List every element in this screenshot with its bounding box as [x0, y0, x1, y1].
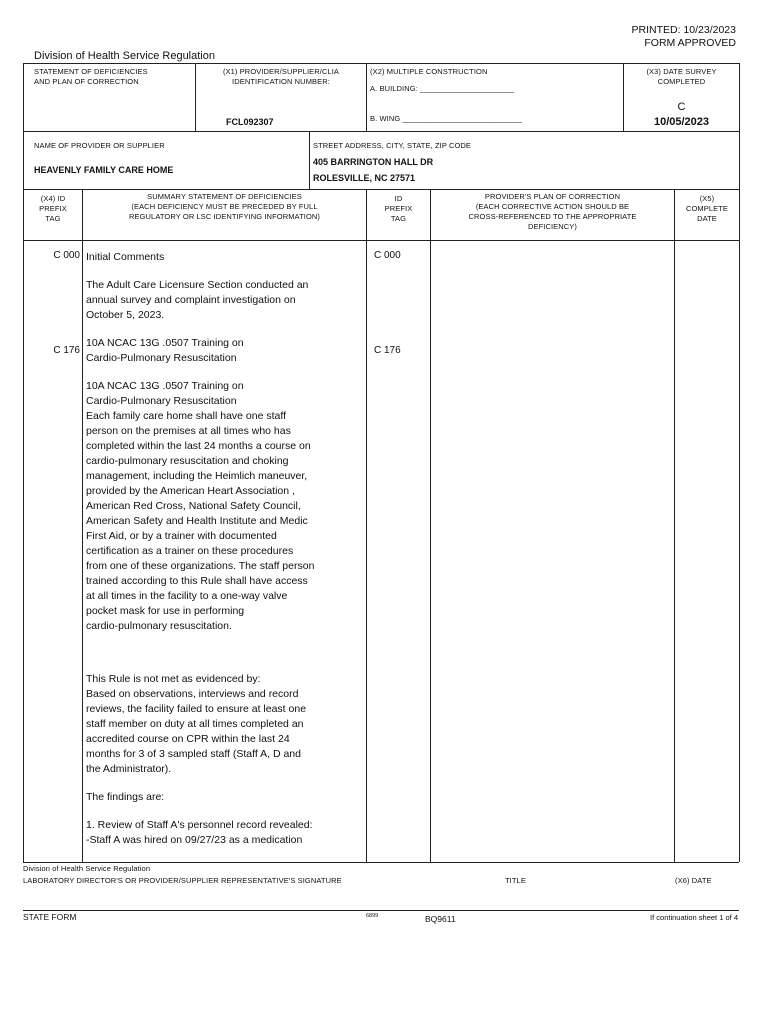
wing-label: B. WING ____________________________ [370, 114, 523, 123]
rule-title: 10A NCAC 13G .0507 Training on Cardio-Pulmonary Resuscitation [86, 337, 244, 364]
initial-comments-heading: Initial Comments [86, 251, 165, 263]
printed-date: PRINTED: 10/23/2023 [631, 24, 736, 36]
title-label: TITLE [505, 876, 526, 885]
x3-code: C [677, 101, 686, 113]
form-approved: FORM APPROVED [644, 37, 736, 49]
x2-label: (X2) MULTIPLE CONSTRUCTION [370, 67, 488, 76]
form-code: 6899 [366, 913, 379, 919]
x1-value: FCL092307 [226, 117, 274, 127]
x5-header: (X5) COMPLETE DATE [685, 194, 729, 223]
tag-c000-left: C 000 [53, 250, 80, 261]
summary-body [86, 250, 364, 861]
address-line1: 405 BARRINGTON HALL DR [313, 157, 434, 167]
tag-c176-right: C 176 [374, 345, 401, 356]
address-label: STREET ADDRESS, CITY, STATE, ZIP CODE [313, 141, 472, 150]
event-id: BQ9611 [425, 914, 456, 924]
footer-agency: Division of Health Service Regulation [23, 864, 151, 873]
x3-date: 10/05/2023 [653, 116, 710, 128]
finding-1: 1. Review of Staff A's personnel record revealed: -Staff A was hired on 09/27/23 as a medication [86, 819, 313, 846]
plan-header: PROVIDER'S PLAN OF CORRECTION (EACH CORRECTIVE ACTION SHOULD BE CROSS-REFERENCED TO THE APPROPRIATE DEFICIENCY) [468, 192, 637, 231]
provider-name-label: NAME OF PROVIDER OR SUPPLIER [34, 141, 165, 150]
tag-c176-left: C 176 [53, 345, 80, 356]
rule-not-met: This Rule is not met as evidenced by: Based on observations, interviews and record reviews, the facility failed to ensure at least one staff member on duty at all times completed an accredited course on CPR within the last 24 months for 3 of 3 sampled staff (Staff A, D and the Administrator). [86, 673, 307, 775]
findings-heading: The findings are: [86, 791, 165, 803]
tag-c000-right: C 000 [374, 250, 401, 261]
signature-label: LABORATORY DIRECTOR'S OR PROVIDER/SUPPLIER REPRESENTATIVE'S SIGNATURE [23, 876, 342, 885]
state-form-label: STATE FORM [23, 912, 77, 922]
x4-header: (X4) ID PREFIX TAG [39, 194, 67, 223]
statement-label: STATEMENT OF DEFICIENCIES AND PLAN OF CORRECTION [34, 67, 148, 86]
x3-label: (X3) DATE SURVEY COMPLETED [646, 67, 717, 86]
address-line2: ROLESVILLE, NC 27571 [313, 173, 416, 183]
building-label: A. BUILDING: ______________________ [370, 84, 515, 93]
agency-title: Division of Health Service Regulation [34, 50, 215, 62]
continuation-label: If continuation sheet 1 of 4 [650, 913, 738, 922]
provider-name: HEAVENLY FAMILY CARE HOME [34, 165, 174, 175]
summary-header: SUMMARY STATEMENT OF DEFICIENCIES (EACH DEFICIENCY MUST BE PRECEDED BY FULL REGULATORY OR LSC IDENTIFYING INFORMATION) [128, 192, 321, 221]
survey-description: The Adult Care Licensure Section conducted an annual survey and complaint investigation on October 5, 2023. [86, 279, 309, 321]
id-header: ID PREFIX TAG [384, 194, 413, 223]
rule-text: 10A NCAC 13G .0507 Training on Cardio-Pulmonary Resuscitation Each family care home shall have one staff person on the premises at all times who has completed within the last 24 months a course on cardio-pulmonary resuscitation and choking management, including the Heimlich maneuver, provided by the American Heart Association , American Red Cross, National Safety Council, American Safety and Health Institute and Medic First Aid, or by a trainer with documented certification as a trainer on these procedures from one of these organizations. The staff person trained according to this Rule shall have access at all times in the facility to a one-way valve pocket mask for use in performing cardio-pulmonary resuscitation. [86, 380, 315, 632]
x1-label: (X1) PROVIDER/SUPPLIER/CLIA IDENTIFICATION NUMBER: [222, 67, 340, 86]
date-label: (X6) DATE [675, 876, 712, 885]
